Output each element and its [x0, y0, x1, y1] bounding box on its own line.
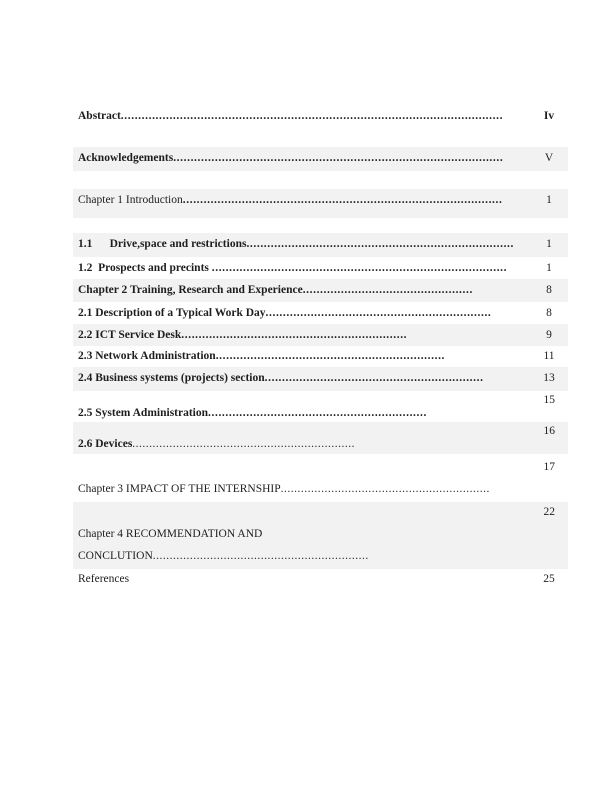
toc-row-chapter-1 — [73, 189, 568, 218]
toc-entry-title: 1.1 Drive,space and restrictions — [78, 238, 247, 250]
toc-row-acknowledgements — [73, 147, 568, 171]
toc-entry-title: 2.1 Description of a Typical Work Day — [78, 307, 266, 319]
toc-row-section-2-6 — [73, 422, 568, 454]
toc-row-references — [73, 569, 568, 589]
toc-row-section-1-2 — [73, 257, 568, 279]
dot-leader: ............................................................................. — [246, 238, 515, 250]
toc-row-chapter-3 — [73, 454, 568, 502]
toc-row-section-2-2 — [73, 324, 568, 346]
toc-row-section-2-3 — [73, 346, 568, 367]
toc-page-number: V — [544, 152, 554, 164]
toc-entry-title: 2.5 System Administration — [78, 407, 209, 419]
toc-entry-title: Chapter 4 RECOMMENDATION AND — [78, 528, 263, 540]
toc-page-number: 1 — [546, 194, 552, 206]
toc-page-number: 9 — [546, 329, 552, 341]
dot-leader: ............................................................................................... — [173, 152, 504, 164]
toc-row-abstract — [73, 108, 568, 126]
toc-page-number: 8 — [546, 307, 552, 319]
toc-entry-title: 2.3 Network Administration — [78, 350, 216, 362]
dot-leader: ............................................................... — [208, 407, 427, 419]
toc-page-number: 1 — [546, 262, 552, 274]
dot-leader: ................................................................ — [152, 550, 369, 562]
toc-entry-title: Chapter 3 IMPACT OF THE INTERNSHIP — [78, 483, 281, 495]
dot-leader: .............................................................. — [280, 483, 490, 495]
toc-entry-title: Acknowledgements — [78, 152, 174, 164]
toc-page-number: Iv — [543, 110, 555, 122]
toc-entry-title: Abstract — [78, 110, 121, 122]
toc-row-section-2-5 — [73, 391, 568, 422]
toc-table — [73, 108, 568, 589]
toc-page-number: 15 — [543, 394, 555, 406]
toc-row-chapter-2 — [73, 279, 568, 302]
toc-entry-title: Chapter 1 Introduction — [78, 194, 183, 206]
dot-leader: ................................................................. — [181, 329, 408, 341]
dot-leader: ..................................................................................... — [211, 262, 508, 274]
toc-entry-title: Chapter 2 Training, Research and Experience — [78, 284, 303, 296]
toc-entry-title: CONCLUTION — [78, 550, 153, 562]
toc-row-section-2-1 — [73, 302, 568, 324]
toc-page-number: 11 — [543, 350, 555, 362]
dot-leader: ............................................................... — [264, 372, 484, 384]
toc-row-section-1-1 — [73, 233, 568, 257]
toc-page-number: 22 — [543, 506, 555, 518]
toc-page-number: 8 — [546, 284, 552, 296]
toc-page-number: 1 — [546, 238, 552, 250]
toc-page-number: 17 — [543, 461, 555, 473]
dot-leader: ............................................................................................ — [182, 194, 503, 206]
dot-leader: .................................................................. — [132, 438, 356, 450]
toc-row-chapter-4 — [73, 502, 568, 569]
toc-entry-title: 1.2 Prospects and precints — [78, 262, 212, 274]
dot-leader: ................................................. — [302, 284, 473, 296]
toc-entry-title: 2.2 ICT Service Desk — [78, 329, 182, 341]
toc-entry-title: 2.6 Devices — [78, 438, 133, 450]
dot-leader: .............................................................................................................. — [120, 110, 504, 122]
dot-leader: ................................................................. — [265, 307, 492, 319]
dot-leader: .................................................................. — [215, 350, 446, 362]
toc-page-number: 16 — [543, 425, 555, 437]
toc-entry-title: References — [78, 573, 130, 585]
toc-row-section-2-4 — [73, 367, 568, 391]
toc-entry-title: 2.4 Business systems (projects) section — [78, 372, 265, 384]
toc-page-number: 13 — [543, 372, 555, 384]
toc-page-number: 25 — [543, 573, 555, 585]
